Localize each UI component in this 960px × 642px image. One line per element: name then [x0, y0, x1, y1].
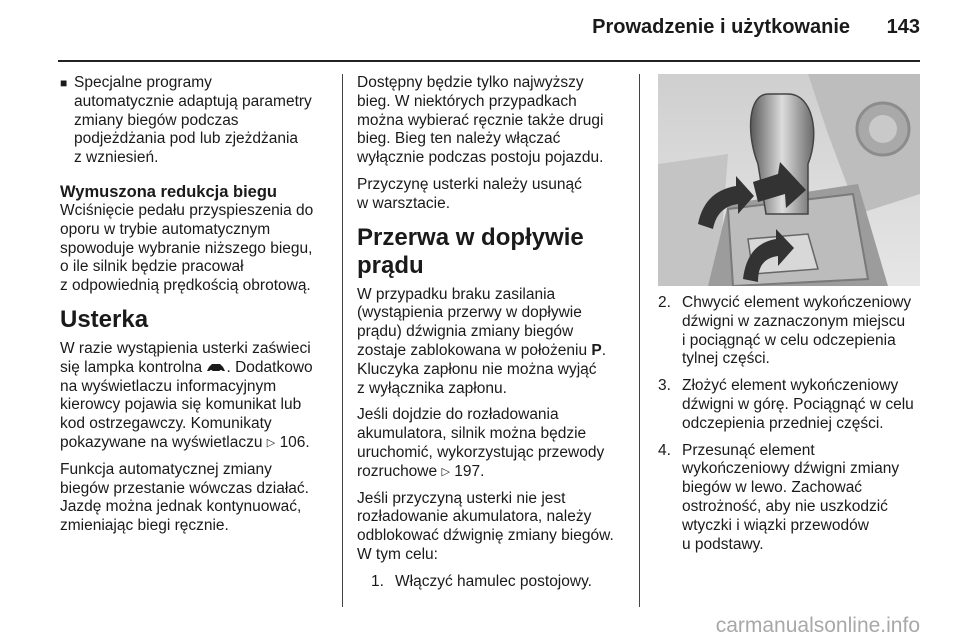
bullet-text: Specjalne programy automatycznie adaptują parametry zmiany biegów podczas podjeżdżania pod lub zjeżdżania z wzniesień. [74, 74, 312, 167]
kickdown-text: Wciśnięcie pedału przyspieszenia do oporu w trybie automatycznym spowoduje wybranie niższego biegu, o ile silnik będzie pracował z odpowiednią prędkością obrotową. [60, 201, 314, 295]
column-2 [357, 74, 627, 600]
kickdown-heading: Wymuszona redukcja biegu [60, 182, 277, 201]
column-3 [658, 74, 923, 562]
step-item: 1. Włączyć hamulec postojowy. [371, 572, 592, 590]
paragraph: Przyczynę usterki należy usunąć w warsztacie. [357, 175, 582, 212]
page-ref-link[interactable]: 197. [454, 462, 485, 480]
power-failure-heading: Przerwa w dopływie prądu [357, 223, 584, 279]
header-rule [58, 60, 920, 62]
paragraph: Jeśli przyczyną usterki nie jest rozładowanie akumulatora, należy odblokować dźwignię zmiany biegów. W tym celu: [357, 489, 614, 563]
arrow-ref-icon: ▷ [266, 436, 276, 449]
fault-text-2: Funkcja automatycznej zmiany biegów przestanie wówczas działać. Jazdę można jednak kontynuować, zmieniając biegi ręcznie. [60, 460, 309, 535]
step-item: 2. Chwycić element wykończeniowy dźwigni w zaznaczonym miejscu i pociągnąć w celu odczepienia tylnej części. [658, 294, 912, 368]
column-divider-1 [342, 74, 343, 607]
column-1 [60, 74, 330, 544]
fault-text: W razie wystąpienia usterki zaświeci się lampka kontrolna . Dodatkowo na wyświetlaczu informacyjnym kierowcy pojawia się komunikat lub kod ostrzegawczy. Komunikaty pokazywane na wyświetlaczu ▷ 106. [60, 339, 313, 451]
column-divider-2 [639, 74, 640, 607]
page-header-title: Prowadzenie i użytkowanie [592, 16, 850, 38]
bullet-item [60, 74, 330, 168]
step-item: 4. Przesunąć element wykończeniowy dźwigni zmiany biegów w lewo. Zachować ostrożność, aby nie uszkodzić wtyczki i wiązki przewodów u podstawy. [658, 441, 900, 553]
page-number: 143 [886, 16, 920, 38]
paragraph: Jeśli dojdzie do rozładowania akumulatora, silnik można będzie uruchomić, wykorzystując przewody rozruchowe ▷ 197. [357, 406, 605, 480]
paragraph: W przypadku braku zasilania (wystąpienia przerwy w dopływie prądu) dźwignia zmiany biegów zostaje zablokowana w położeniu P. Kluczyka zapłonu nie można wyjąć z wyłącznika zapłonu. [357, 285, 607, 397]
car-warning-icon [206, 362, 226, 373]
watermark: carmanualsonline.info [715, 614, 920, 637]
bullet-square-icon: ■ [60, 76, 68, 90]
fault-heading: Usterka [60, 305, 149, 333]
paragraph: Dostępny będzie tylko najwyższy bieg. W niektórych przypadkach można wybierać ręcznie także drugi bieg. Bieg ten należy włączać wyłącznie podczas postoju pojazdu. [357, 74, 604, 167]
gear-lever-illustration [658, 74, 920, 286]
page-ref-link[interactable]: 106. [279, 433, 310, 451]
arrow-ref-icon: ▷ [441, 465, 450, 478]
step-item: 3. Złożyć element wykończeniowy dźwigni w górę. Pociągnąć w celu odczepienia przedniej części. [658, 377, 914, 432]
